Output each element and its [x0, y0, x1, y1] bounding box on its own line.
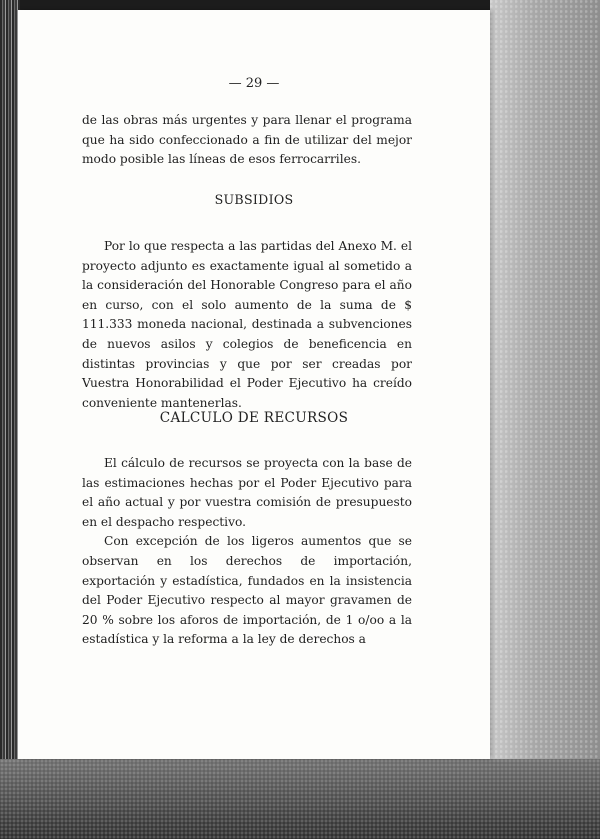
paragraph-3-4-block — [82, 454, 412, 650]
scan-right-shadow — [490, 0, 600, 839]
paragraph-4: Con excepción de los ligeros aumentos que se observan en los derechos de importación, exportación y estadística, fundados en la insistencia del Poder Ejecutivo respecto al mayor gravamen de 20 % sobre los aforos de importación, de 1 o/oo a la estadística y la reforma a la ley de derechos a — [82, 534, 412, 647]
paragraph-1-block — [82, 111, 412, 170]
scan-bottom-shadow — [0, 759, 600, 839]
scan-left-edge — [0, 0, 20, 839]
section-heading-subsidios: SUBSIDIOS — [214, 192, 294, 207]
paragraph-3: El cálculo de recursos se proyecta con la base de las estimaciones hechas por el Poder Ejecutivo para el año actual y por vuestra comisión de presupuesto en el despacho respectivo. — [82, 456, 412, 529]
paragraph-2-block — [82, 237, 412, 413]
page-number: — 29 — — [228, 76, 280, 91]
paragraph-2: Por lo que respecta a las partidas del Anexo M. el proyecto adjunto es exactamente igual al sometido a la consideración del Honorable Congreso para el año en curso, con el solo aumento de la suma de $ 111.333 moneda nacional, destinada a subvenciones de nuevos asilos y colegios de beneficencia en distintas provincias y que por ser creadas por Vuestra Honorabilidad el Poder Ejecutivo ha creído conveniente mantenerlas. — [82, 239, 412, 410]
paragraph-1: de las obras más urgentes y para llenar el programa que ha sido confeccionado a fin de utilizar del mejor modo posible las líneas de esos ferrocarriles. — [82, 113, 412, 167]
document-page — [18, 10, 490, 759]
section-heading-calculo-de-recursos: CALCULO DE RECURSOS — [159, 410, 349, 426]
